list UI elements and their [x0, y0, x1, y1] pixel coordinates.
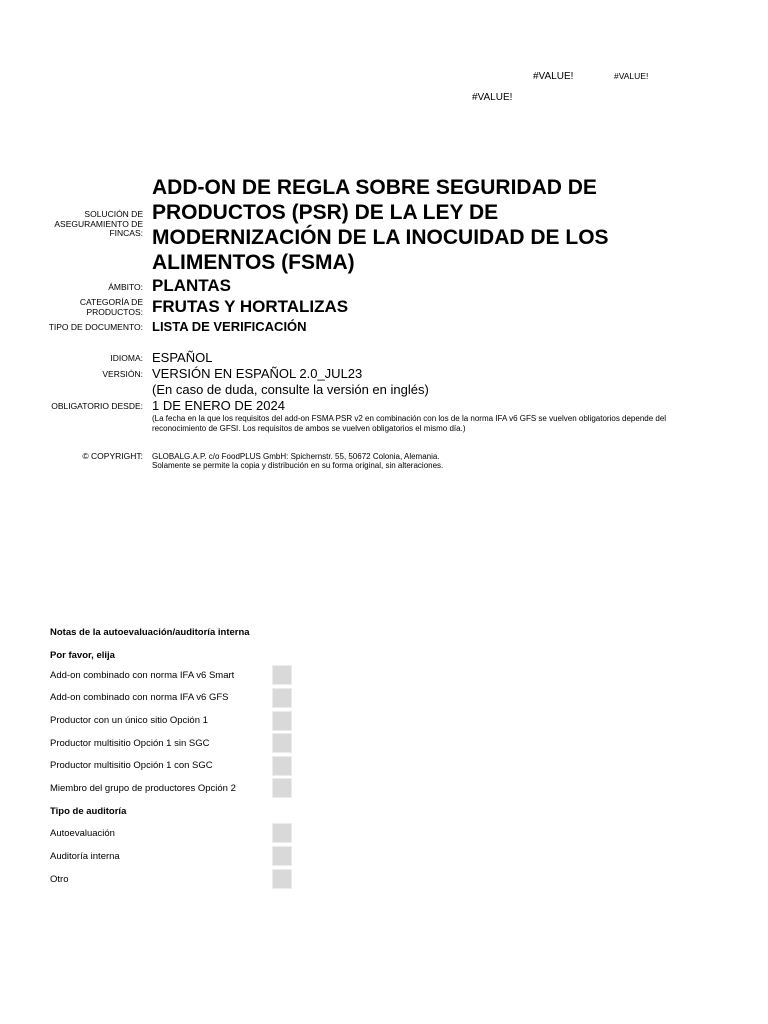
option-multisite-no-qms-label: Productor multisitio Opción 1 sin SGC — [50, 738, 210, 749]
value-error-cell: #VALUE! — [533, 71, 574, 82]
audit-self-assessment-label: Autoevaluación — [50, 828, 115, 839]
audit-self-assessment-checkbox[interactable] — [272, 823, 292, 843]
copyright-line-2: Solamente se permite la copia y distribución en su forma original, sin alteraciones. — [152, 461, 444, 470]
scope-value: PLANTAS — [152, 276, 232, 295]
option-ifa-gfs-checkbox[interactable] — [272, 688, 292, 708]
category-value: FRUTAS Y HORTALIZAS — [152, 297, 349, 316]
version-value: VERSIÓN EN ESPAÑOL 2.0_JUL23 — [152, 366, 363, 381]
option-producer-group-checkbox[interactable] — [272, 778, 292, 798]
mandatory-value: 1 DE ENERO DE 2024 — [152, 398, 285, 413]
audit-other-label: Otro — [50, 874, 69, 885]
category-label: CATEGORÍA DE PRODUCTOS: — [79, 297, 143, 317]
solution-label: SOLUCIÓN DE ASEGURAMIENTO DE FINCAS: — [54, 209, 143, 238]
value-error-cell: #VALUE! — [614, 71, 649, 81]
doctype-value: LISTA DE VERIFICACIÓN — [152, 319, 307, 334]
choose-heading: Por favor, elija — [50, 650, 115, 661]
copyright-line-1: GLOBALG.A.P. c/o FoodPLUS GmbH: Spichernstr. 55, 50672 Colonia, Alemania. — [152, 452, 440, 461]
notes-heading: Notas de la autoevaluación/auditoría interna — [50, 627, 250, 638]
mandatory-note: (La fecha en la que los requisitos del add-on FSMA PSR v2 en combinación con los de la norma IFA v6 GFS se vuelven obligatorios depende del reconocimiento de GFSI. Los requisitos de ambos se vuelven obligatorios el mismo día.) — [152, 414, 667, 433]
option-ifa-gfs-label: Add-on combinado con norma IFA v6 GFS — [50, 692, 229, 703]
option-ifa-smart-checkbox[interactable] — [272, 665, 292, 685]
audit-type-heading: Tipo de auditoría — [50, 806, 127, 817]
option-producer-group-label: Miembro del grupo de productores Opción 2 — [50, 783, 236, 794]
value-error-cell: #VALUE! — [472, 92, 513, 103]
audit-internal-label: Auditoría interna — [50, 851, 120, 862]
mandatory-label: OBLIGATORIO DESDE: — [51, 401, 143, 411]
doctype-label: TIPO DE DOCUMENTO: — [48, 322, 143, 332]
audit-internal-checkbox[interactable] — [272, 846, 292, 866]
document-title: ADD-ON DE REGLA SOBRE SEGURIDAD DE PRODUCTOS (PSR) DE LA LEY DE MODERNIZACIÓN DE LA INOCUIDAD DE LOS ALIMENTOS (FSMA) — [152, 176, 609, 274]
option-multisite-qms-checkbox[interactable] — [272, 756, 292, 776]
option-multisite-qms-label: Productor multisitio Opción 1 con SGC — [50, 760, 213, 771]
option-ifa-smart-label: Add-on combinado con norma IFA v6 Smart — [50, 670, 235, 681]
option-single-site-label: Productor con un único sitio Opción 1 — [50, 715, 208, 726]
version-note: (En caso de duda, consulte la versión en inglés) — [152, 382, 429, 397]
copyright-label: © COPYRIGHT: — [82, 451, 143, 461]
audit-other-checkbox[interactable] — [272, 869, 292, 889]
scope-label: ÁMBITO: — [108, 282, 143, 292]
option-multisite-no-qms-checkbox[interactable] — [272, 733, 292, 753]
option-single-site-checkbox[interactable] — [272, 711, 292, 731]
version-label: VERSIÓN: — [102, 369, 143, 379]
language-label: IDIOMA: — [110, 353, 143, 363]
language-value: ESPAÑOL — [152, 350, 213, 365]
